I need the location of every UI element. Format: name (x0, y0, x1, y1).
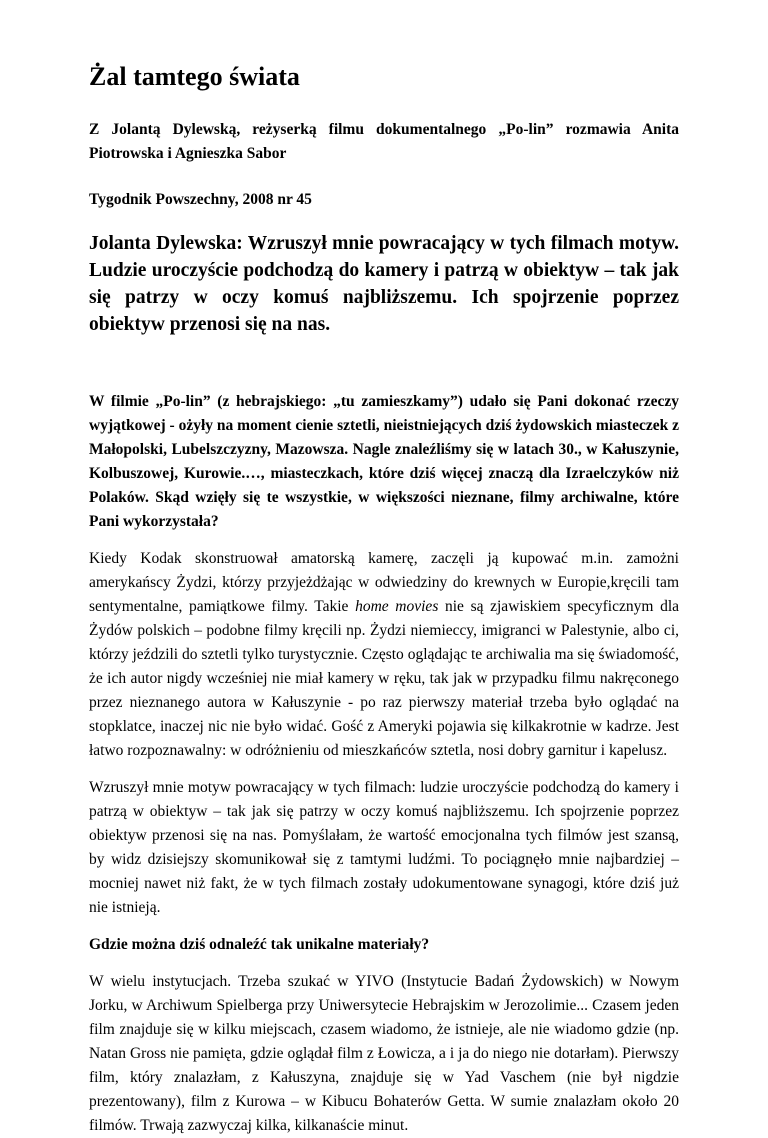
answer-1-italic-term: home movies (355, 598, 439, 615)
interview-answer-3: W wielu instytucjach. Trzeba szukać w YIVO (Instytucie Badań Żydowskich) w Nowym Jorku, w Archiwum Spielberga przy Uniwersytecie Hebrajskim w Jerozolimie... Czasem jeden film znajduje się w kilku miejscach, czasem wiadomo, że istnieje, ale nie wiadomo gdzie (np. Natan Gross nie pamięta, gdzie oglądał film z Łowicza, a i ja do niego nie dotarłam). Pierwszy film, który znalazłam, z Kałuszyna, znajduje się w Yad Vaschem (nie był nigdzie prezentowany), film z Kurowa – w Kibucu Bohaterów Getta. W sumie znalazłam około 20 filmów. Trwają zazwyczaj kilka, kilkanaście minut. (89, 973, 679, 1134)
interview-question-1: W filmie „Po-lin” (z hebrajskiego: „tu zamieszkamy”) udało się Pani dokonać rzeczy wyjątkowej - ożyły na moment cienie sztetli, nieistniejących dziś żydowskich miasteczek z Małopolski, Lubelszczyzny, Mazowsza. Nagle znaleźliśmy się w latach 30., w Kałuszynie, Kolbuszowej, Kurowie.…, miasteczkach, które dziś więcej znaczą dla Izraelczyków niż Polaków. Skąd wzięły się te wszystkie, w większości nieznane, filmy archiwalne, które Pani wykorzystała? (89, 393, 679, 530)
answer-1-text-a: Kiedy Kodak skonstruował amatorską kamerę, zaczęli ją kupować m.in. zamożni amerykańscy Żydzi, którzy przyjeżdżając w odwiedziny do krewnych w Europie,kręcili tam sentymentalne, pamiątkowe filmy. Takie (89, 550, 679, 615)
article-source: Tygodnik Powszechny, 2008 nr 45 (89, 191, 312, 208)
article-title: Żal tamtego świata (89, 62, 300, 91)
interview-question-2: Gdzie można dziś odnaleźć tak unikalne materiały? (89, 936, 430, 953)
interview-answer-2: Wzruszył mnie motyw powracający w tych filmach: ludzie uroczyście podchodzą do kamery i patrzą w obiektyw – tak jak się patrzy w oczy komuś najbliższemu. Ich spojrzenie poprzez obiektyw przenosi się na nas. Pomyślałam, że wartość emocjonalna tych filmów jest szansą, by widz dzisiejszy skomunikował się z tamtymi ludźmi. To pociągnęło mnie najbardziej – mocniej nawet niż fakt, że w tych filmach zostały udokumentowane synagogi, które dziś już nie istnieją. (89, 779, 679, 916)
answer-1-text-b: nie są zjawiskiem specyficznym dla Żydów polskich – podobne filmy kręcili np. Żydzi niemieccy, imigranci w Palestynie, albo ci, którzy jeździli do sztetli tylko turystycznie. Często oglądając te archiwalia ma się świadomość, że ich autor nigdy wcześniej nie miał kamery w ręku, tak jak w przypadku filmu nakręconego przez nieznanego autora w Kałuszynie - po raz pierwszy materiał trzeba było oglądać na stopklatce, inaczej nic nie było widać. Gość z Ameryki pojawia się kilkakrotnie w kadrze. Jest łatwo rozpoznawalny: w odróżnieniu od mieszkańców sztetla, nosi dobry garnitur i kapelusz. (89, 598, 680, 759)
interview-answer-1 (89, 547, 679, 763)
article-byline: Z Jolantą Dylewską, reżyserką filmu dokumentalnego „Po-lin” rozmawia Anita Piotrowska i Agnieszka Sabor (89, 121, 679, 162)
pull-quote: Jolanta Dylewska: Wzruszył mnie powracający w tych filmach motyw. Ludzie uroczyście podchodzą do kamery i patrzą w obiektyw – tak jak się patrzy w oczy komuś najbliższemu. Ich spojrzenie poprzez obiektyw przenosi się na nas. (89, 233, 679, 335)
